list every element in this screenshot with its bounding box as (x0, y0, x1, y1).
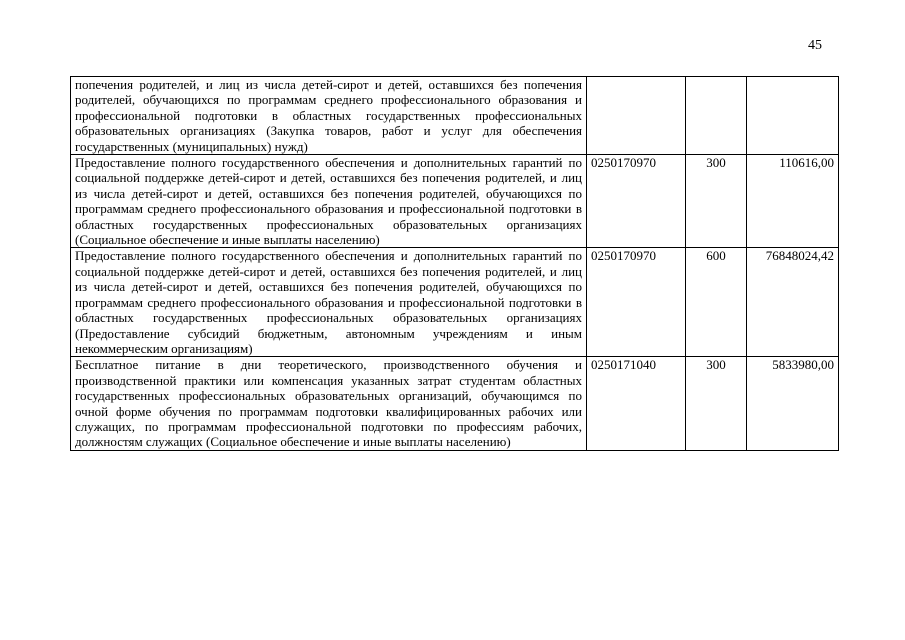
amount-cell: 110616,00 (747, 155, 839, 248)
table-row (71, 248, 839, 357)
amount-cell: 5833980,00 (747, 357, 839, 450)
table-row (71, 155, 839, 248)
expense-type-code (686, 77, 747, 155)
target-article-code (587, 77, 686, 155)
expense-type-code: 300 (686, 357, 747, 450)
expense-type-code: 300 (686, 155, 747, 248)
expense-description: Предоставление полного государственного обеспечения и дополнительных гарантий по социальной поддержке детей-сирот и детей, оставшихся без попечения родителей, и лиц из числа детей-сирот и детей, оставшихся без попечения родителей, обучающихся по программам среднего профессионального образования и профессиональной подготовки в областных государственных профессиональных образовательных организациях (Социальное обеспечение и иные выплаты населению) (71, 155, 587, 248)
expense-description: Предоставление полного государственного обеспечения и дополнительных гарантий по социальной поддержке детей-сирот и детей, оставшихся без попечения родителей, и лиц из числа детей-сирот и детей, оставшихся без попечения родителей, обучающихся по программам среднего профессионального образования и профессиональной подготовки в областных государственных профессиональных образовательных организациях (Предоставление субсидий бюджетным, автономным учреждениям и иным некоммерческим организациям) (71, 248, 587, 357)
budget-table (70, 76, 839, 451)
expense-description: Бесплатное питание в дни теоретического, производственного обучения и производственной практики или компенсация указанных затрат студентам областных государственных профессиональных образовательных организаций, обучающимся по очной форме обучения по программам подготовки квалифицированных рабочих или служащих, по программам профессиональной подготовки по профессиям рабочих, должностям служащих (Социальное обеспечение и иные выплаты населению) (71, 357, 587, 450)
target-article-code: 0250170970 (587, 155, 686, 248)
expense-description: попечения родителей, и лиц из числа детей-сирот и детей, оставшихся без попечения родителей, обучающихся по программам среднего профессионального образования и профессиональной подготовки в областных государственных профессиональных образовательных организациях (Закупка товаров, работ и услуг для обеспечения государственных (муниципальных) нужд) (71, 77, 587, 155)
target-article-code: 0250170970 (587, 248, 686, 357)
amount-cell (747, 77, 839, 155)
table-row (71, 77, 839, 155)
target-article-code: 0250171040 (587, 357, 686, 450)
page-number: 45 (808, 38, 822, 53)
expense-type-code: 600 (686, 248, 747, 357)
amount-cell: 76848024,42 (747, 248, 839, 357)
table-row (71, 357, 839, 450)
